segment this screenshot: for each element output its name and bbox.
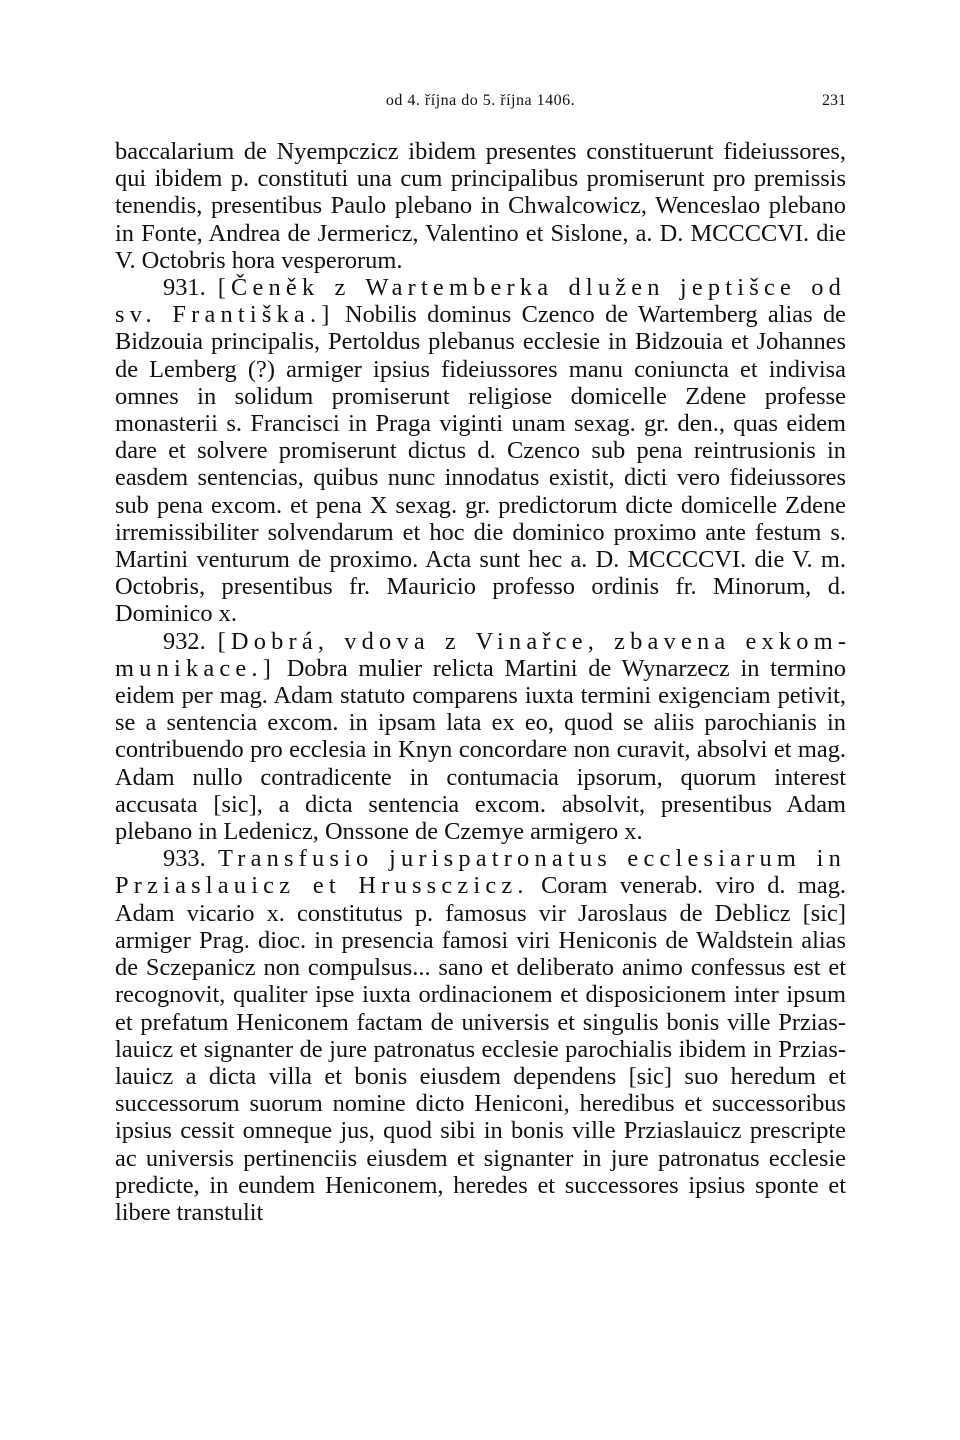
paragraph-continuation xyxy=(115,138,846,274)
entry-932 xyxy=(115,628,846,846)
entry-title: [Dobrá, vdova z Vinařce, zbavena exkommunikace.] xyxy=(115,627,846,682)
entry-931 xyxy=(115,274,846,628)
page-number: 231 xyxy=(822,92,846,109)
entry-text: Coram venerab. viro d. mag. Adam vicario x. constitutus p. famosus vir Jaroslaus de Deblicz [sic] armiger Prag. dioc. in presencia famosi viri Heniconis de Waldstein alias de Sczepanicz non compulsus... sano et deliberato animo confessus est et recognovit, qualiter ipse iuxta ordinacionem et disposicionem inter ipsum et prefatum Heniconem factam de universis et singulis bonis ville Prziaslauicz et signanter de jure patronatus ecclesie parochialis ibidem in Prziaslauicz a dicta villa et bonis eiusdem dependens [sic] suo heredum et successorum suorum nomine dicto Heniconi, heredibus et successoribus ipsius cessit omneque jus, quod sibi in bonis ville Prziaslauicz prescripte ac universis pertinenciis eiusdem et signanter in jure patronatus ecclesie predicte, in eundem Heniconem, heredes et successores ipsius sponte et libere transtulit xyxy=(115,872,846,1226)
document-body xyxy=(115,138,846,1226)
entry-title: [Čeněk z Wartemberka dlužen jeptišce od sv. Františka.] xyxy=(115,274,846,329)
running-title: od 4. října do 5. října 1406. xyxy=(385,92,576,109)
entry-number: 931. xyxy=(163,274,206,302)
entry-number: 932. xyxy=(163,627,206,655)
paragraph-text: baccalarium de Nyempczicz ibidem presentes constituerunt fideiussores, qui ibidem p. constituti una cum principalibus promiserunt pro premissis tenendis, presentibus Paulo plebano in Chwalcowicz, Wenceslao plebano in Fonte, Andrea de Jermericz, Valentino et Sislone, a. D. MCCCCVI. die V. Octobris hora vesperorum. xyxy=(115,138,846,274)
page-header xyxy=(115,92,846,116)
entry-933 xyxy=(115,845,846,1226)
entry-text: Dobra mulier relicta Martini de Wynarzecz in termino eidem per mag. Adam statuto comparens iuxta termini exigenciam petivit, se a sentencia excom. in ipsam lata ex eo, quod se aliis parochianis in contribuendo pro ecclesia in Knyn concordare non curavit, absolvi et mag. Adam nullo contradicente in contumacia ipsorum, quorum interest accusata [sic], a dicta sentencia excom. absolvit, presentibus Adam plebano in Ledenicz, Onssone de Czemye armigero x. xyxy=(115,654,846,846)
entry-text: Nobilis dominus Czenco de Wartemberg alias de Bidzouia principalis, Pertoldus plebanus ecclesie in Bidzouia et Johannes de Lemberg (?) armiger ipsius fideiussores manu coniuncta et indivisa omnes in solidum promiserunt religiose domicelle Zdene professe monasterii s. Francisci in Praga viginti unam sexag. gr. den., quas eidem dare et solvere promiserunt dictus d. Czenco sub pena reintrusionis in easdem sentencias, quibus nunc innodatus existit, dicti vero fideiussores sub pena excom. et pena X sexag. gr. predictorum dicte domicelle Zdene irremissibiliter solvendarum et hoc die dominico proximo ante festum s. Martini venturum de proximo. Acta sunt hec a. D. MCCCCVI. die V. m. Octobris, presentibus fr. Mauricio professo ordinis fr. Minorum, d. Dominico x. xyxy=(115,301,846,628)
entry-title: Transfusio jurispatronatus ecclesiarum in Prziaslauicz et Hrussczicz. xyxy=(115,845,846,900)
entry-number: 933. xyxy=(163,845,206,873)
